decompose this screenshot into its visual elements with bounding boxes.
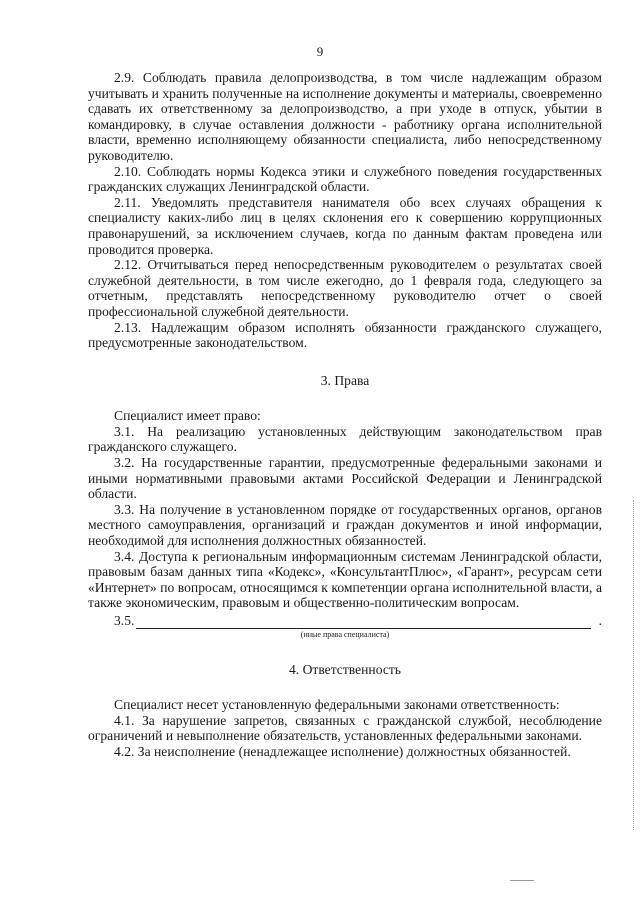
page-number: 9 xyxy=(316,44,324,59)
paragraph-2-9: 2.9. Соблюдать правила делопроизводства, в том числе надлежащим образом учитывать и хранить полученные на исполнение документы и материалы, своевременно сдавать их ответственному за делопроизводство, а при уходе в отпуск, убытии в командировку, в случае оставления должности - работнику органа исполнительной власти, временно исполняющему обязанности специалиста, либо непосредственному руководителю. xyxy=(88,70,602,163)
paragraph-2-12: 2.12. Отчитываться перед непосредственным руководителем о результатах своей служебной деятельности, в том числе ежегодно, до 1 февраля года, следующего за отчетным, представлять непосредственному руководителю отчет о своей профессиональной служебной деятельности. xyxy=(88,257,602,319)
paragraph-3-1: 3.1. На реализацию установленных действующим законодательством прав гражданского служащего. xyxy=(88,423,602,455)
paragraph-4-2: 4.2. За неисполнение (ненадлежащее исполнение) должностных обязанностей. xyxy=(114,743,571,759)
paragraph-2-13: 2.13. Надлежащим образом исполнять обязанности гражданского служащего, предусмотренные законодательством. xyxy=(88,319,602,351)
blank-caption: (иные права специалиста) xyxy=(300,629,390,639)
blank-fill-line-3-5 xyxy=(88,613,602,629)
paragraph-3-3: 3.3. На получение в установленном порядке от государственных органов, органов местного самоуправления, организаций и граждан документов и иной информации, необходимой для исполнения должностных обязанностей. xyxy=(88,501,602,549)
paragraph-3-4: 3.4. Доступа к региональным информационным системам Ленинградской области, правовым базам данных типа «Кодекс», «КонсультантПлюс», «Гарант», ресурсам сети «Интернет» по вопросам, относящимся к компетенции органа исполнительной власти, а также экономическим, правовым и общественно-политическим вопросам. xyxy=(88,548,602,611)
section-heading-responsibility: 4. Ответственность xyxy=(288,661,402,677)
blank-underline xyxy=(136,616,590,629)
scan-corner-mark xyxy=(510,880,534,881)
paragraph-3-2: 3.2. На государственные гарантии, предусмотренные федеральными законами и иными нормативными правовыми актами Российской Федерации и Ленинградской области. xyxy=(88,455,602,502)
scan-margin-marks xyxy=(631,500,634,830)
section-heading-rights: 3. Права xyxy=(320,372,370,388)
document-body xyxy=(88,70,602,760)
paragraph-4-1: 4.1. За нарушение запретов, связанных с гражданской службой, несоблюдение ограничений и невыполнение обязательств, установленных федеральными законами. xyxy=(88,712,602,744)
rights-intro: Специалист имеет право: xyxy=(114,408,261,424)
blank-line-end: . xyxy=(598,613,602,628)
paragraph-2-11: 2.11. Уведомлять представителя нанимателя обо всех случаях обращения к специалисту каких-либо лиц в целях склонения его к совершению коррупционных правонарушений, за исключением случаев, когда по данным фактам проведена или проводится проверка. xyxy=(88,194,602,257)
paragraph-3-5-number: 3.5. xyxy=(114,613,135,628)
responsibility-intro: Специалист несет установленную федеральными законами ответственность: xyxy=(114,697,560,713)
paragraph-2-10: 2.10. Соблюдать нормы Кодекса этики и служебного поведения государственных гражданских служащих Ленинградской области. xyxy=(88,163,602,195)
